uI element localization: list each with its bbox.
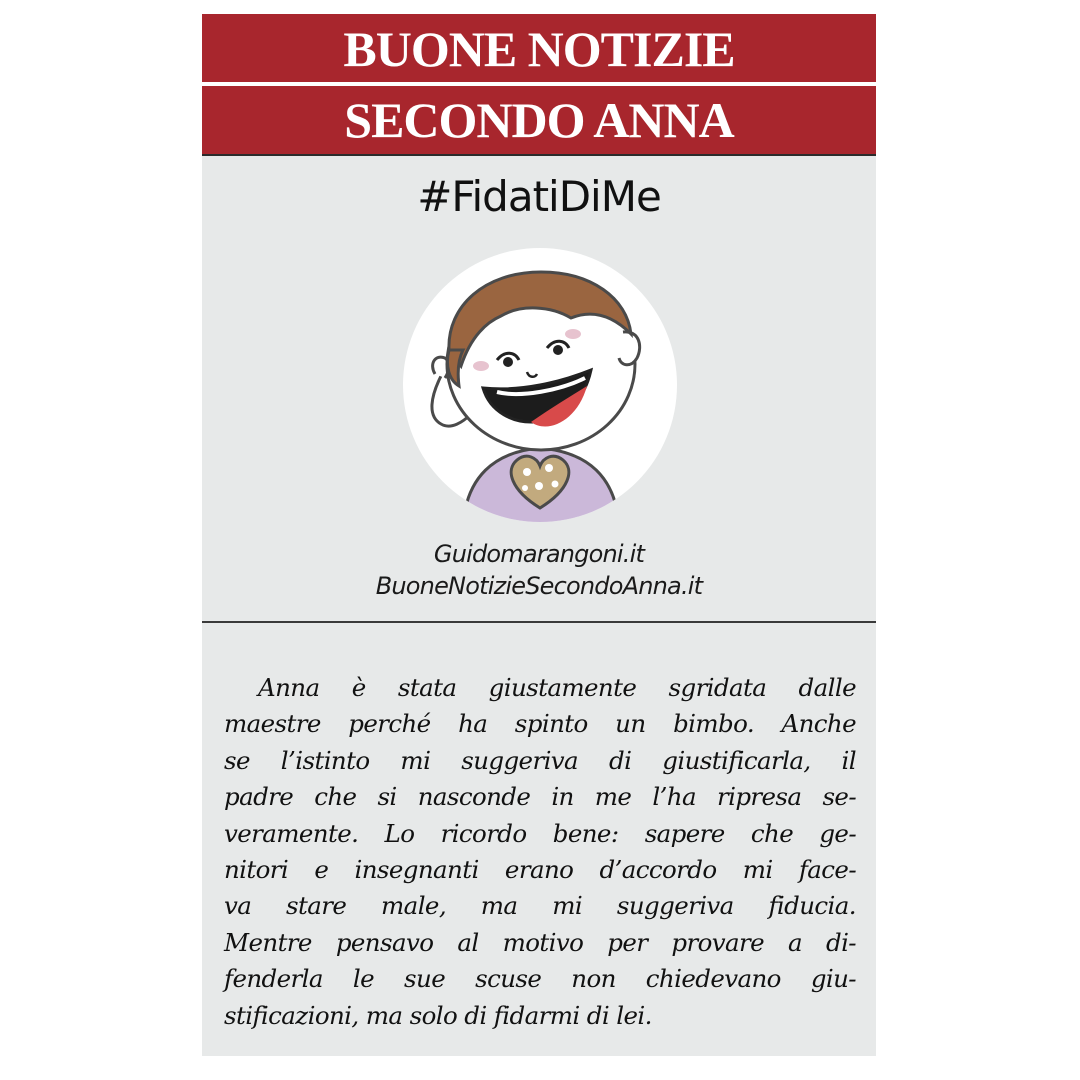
article-line: padre che si nasconde in me l’ha ripresa se-: [224, 782, 856, 812]
article-line: se l’istinto mi suggeriva di giustificarla, il: [224, 745, 856, 775]
article-line: Mentre pensavo al motivo per provare a di-: [224, 927, 856, 957]
column-card: [202, 14, 876, 1056]
banner-bottom-rule: [202, 154, 876, 156]
article-body: [224, 670, 856, 1034]
article-line: maestre perché ha spinto un bimbo. Anche: [224, 709, 856, 739]
article-line: fenderla le sue scuse non chiedevano giu-: [224, 964, 856, 994]
hashtag-heading: #FidatiDiMe: [417, 172, 661, 221]
banner-title-line2: SECONDO ANNA: [202, 86, 876, 154]
site-link-buonenotizie[interactable]: BuoneNotizieSecondoAnna.it: [375, 572, 703, 600]
article-line: va stare male, ma mi suggeriva fiducia.: [224, 891, 856, 921]
site-link-guidomarangoni[interactable]: Guidomarangoni.it: [433, 540, 645, 568]
banner-title-line1: BUONE NOTIZIE: [202, 14, 876, 82]
cartoon-girl-avatar-icon: [401, 246, 679, 524]
article-line: nitori e insegnanti erano d’accordo mi face-: [224, 855, 856, 885]
article-line: Anna è stata giustamente sgridata dalle: [258, 673, 856, 702]
section-divider: [202, 621, 876, 623]
website-links: [202, 538, 876, 602]
article-line: stificazioni, ma solo di fidarmi di lei.: [224, 1000, 652, 1030]
article-line: veramente. Lo ricordo bene: sapere che ge-: [224, 818, 856, 848]
